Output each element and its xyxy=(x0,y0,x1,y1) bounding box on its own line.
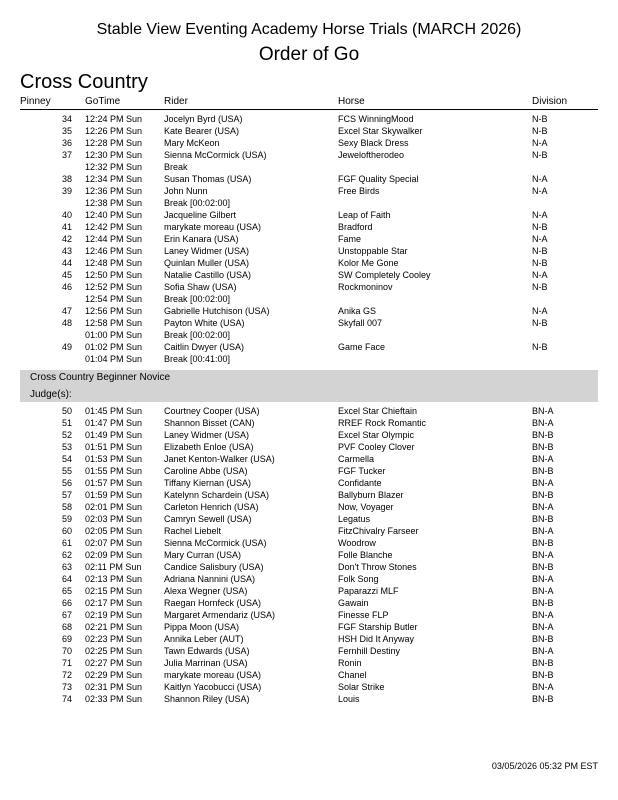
pinney-cell: 62 xyxy=(61,550,72,560)
gotime-cell: 02:17 PM Sun xyxy=(85,598,143,608)
gotime-cell: 02:29 PM Sun xyxy=(85,670,143,680)
horse-cell: RREF Rock Romantic xyxy=(338,418,427,428)
rider-cell: Gabrielle Hutchison (USA) xyxy=(164,306,270,316)
gotime-cell: 12:50 PM Sun xyxy=(85,270,143,280)
pinney-cell: 55 xyxy=(61,466,72,476)
gotime-cell: 01:45 PM Sun xyxy=(85,406,143,416)
pinney-cell: 36 xyxy=(61,138,72,148)
horse-cell: Sexy Black Dress xyxy=(338,138,409,148)
gotime-cell: 12:46 PM Sun xyxy=(85,246,143,256)
pinney-cell: 70 xyxy=(61,646,72,656)
table-row xyxy=(20,209,598,221)
horse-cell: Confidante xyxy=(338,478,382,488)
gotime-cell: 12:24 PM Sun xyxy=(85,114,143,124)
gotime-cell: 02:15 PM Sun xyxy=(85,586,143,596)
division-cell: BN-B xyxy=(532,466,554,476)
rider-cell: Sienna McCormick (USA) xyxy=(164,538,267,548)
column-header-horse: Horse xyxy=(338,96,365,107)
table-row xyxy=(20,341,598,353)
break-row xyxy=(20,329,598,341)
horse-cell: Gawain xyxy=(338,598,369,608)
rider-cell: Mary McKeon xyxy=(164,138,220,148)
pinney-cell: 35 xyxy=(61,126,72,136)
gotime-cell: 01:49 PM Sun xyxy=(85,430,143,440)
horse-cell: Game Face xyxy=(338,342,386,352)
division-cell: N-B xyxy=(532,126,548,136)
division-cell: N-A xyxy=(532,234,548,244)
gotime-cell: 01:53 PM Sun xyxy=(85,454,143,464)
division-cell: BN-B xyxy=(532,538,554,548)
section-heading: Cross Country xyxy=(20,71,148,93)
gotime-cell: 02:03 PM Sun xyxy=(85,514,143,524)
pinney-cell: 49 xyxy=(61,342,72,352)
division-cell: N-A xyxy=(532,186,548,196)
horse-cell: Folk Song xyxy=(338,574,379,584)
division-cell: N-A xyxy=(532,174,548,184)
page-subtitle: Order of Go xyxy=(258,44,360,65)
gotime-cell: 02:09 PM Sun xyxy=(85,550,143,560)
pinney-cell: 73 xyxy=(61,682,72,692)
pinney-cell: 67 xyxy=(61,610,72,620)
table-row xyxy=(20,621,598,633)
table-row xyxy=(20,501,598,513)
division-cell: BN-A xyxy=(532,502,554,512)
rider-cell: Candice Salisbury (USA) xyxy=(164,562,264,572)
table-row xyxy=(20,489,598,501)
horse-cell: Excel Star Skywalker xyxy=(338,126,423,136)
rider-cell: Susan Thomas (USA) xyxy=(164,174,252,184)
horse-cell: Excel Star Olympic xyxy=(338,430,415,440)
break-row xyxy=(20,197,598,209)
division-cell: BN-A xyxy=(532,406,554,416)
table-row xyxy=(20,441,598,453)
division-cell: N-B xyxy=(532,342,548,352)
gotime-cell: 01:47 PM Sun xyxy=(85,418,143,428)
table-row xyxy=(20,185,598,197)
horse-cell: Now, Voyager xyxy=(338,502,394,512)
pinney-cell: 50 xyxy=(61,406,72,416)
pinney-cell: 74 xyxy=(61,694,72,704)
table-row xyxy=(20,657,598,669)
gotime-cell: 12:52 PM Sun xyxy=(85,282,143,292)
horse-cell: Ballyburn Blazer xyxy=(338,490,404,500)
horse-cell: FGF Quality Special xyxy=(338,174,419,184)
table-row xyxy=(20,573,598,585)
rider-cell: Pippa Moon (USA) xyxy=(164,622,240,632)
horse-cell: PVF Cooley Clover xyxy=(338,442,415,452)
pinney-cell: 37 xyxy=(61,150,72,160)
horse-cell: Louis xyxy=(338,694,360,704)
horse-cell: SW Completely Cooley xyxy=(338,270,431,280)
pinney-cell: 43 xyxy=(61,246,72,256)
division-cell: BN-A xyxy=(532,610,554,620)
division-cell: BN-B xyxy=(532,658,554,668)
division-cell: N-B xyxy=(532,258,548,268)
table-row xyxy=(20,417,598,429)
rider-cell: Carleton Henrich (USA) xyxy=(164,502,259,512)
horse-cell: Chanel xyxy=(338,670,367,680)
gotime-cell: 12:26 PM Sun xyxy=(85,126,143,136)
division-cell: BN-A xyxy=(532,646,554,656)
division-cell: N-B xyxy=(532,114,548,124)
break-row xyxy=(20,161,598,173)
pinney-cell: 60 xyxy=(61,526,72,536)
pinney-cell: 61 xyxy=(61,538,72,548)
division-cell: BN-B xyxy=(532,490,554,500)
horse-cell: Anika GS xyxy=(338,306,377,316)
rider-cell: Tiffany Kiernan (USA) xyxy=(164,478,252,488)
division-cell: BN-A xyxy=(532,478,554,488)
gotime-cell: 02:25 PM Sun xyxy=(85,646,143,656)
division-cell: BN-A xyxy=(532,586,554,596)
gotime-cell: 02:05 PM Sun xyxy=(85,526,143,536)
gotime-cell: 02:13 PM Sun xyxy=(85,574,143,584)
horse-cell: Ronin xyxy=(338,658,362,668)
gotime-cell: 02:11 PM Sun xyxy=(85,562,142,572)
rider-cell: Elizabeth Enloe (USA) xyxy=(164,442,254,452)
table-row xyxy=(20,405,598,417)
horse-cell: Woodrow xyxy=(338,538,376,548)
horse-cell: Skyfall 007 xyxy=(338,318,383,328)
division-cell: BN-A xyxy=(532,454,554,464)
break-row xyxy=(20,353,598,365)
division-cell: N-B xyxy=(532,222,548,232)
table-row xyxy=(20,453,598,465)
table-row xyxy=(20,669,598,681)
gotime-cell: 12:58 PM Sun xyxy=(85,318,143,328)
table-row xyxy=(20,549,598,561)
table-row xyxy=(20,305,598,317)
rider-cell: Laney Widmer (USA) xyxy=(164,246,250,256)
column-header-rider: Rider xyxy=(164,96,188,107)
rider-cell: Courtney Cooper (USA) xyxy=(164,406,260,416)
gotime-cell: 12:42 PM Sun xyxy=(85,222,143,232)
table-row xyxy=(20,525,598,537)
pinney-cell: 41 xyxy=(61,222,72,232)
horse-cell: Unstoppable Star xyxy=(338,246,408,256)
division-cell: N-A xyxy=(532,270,548,280)
pinney-cell: 47 xyxy=(61,306,72,316)
division-cell: BN-B xyxy=(532,670,554,680)
division-cell: BN-A xyxy=(532,526,554,536)
gotime-cell: 02:07 PM Sun xyxy=(85,538,143,548)
rider-cell: Caitlin Dwyer (USA) xyxy=(164,342,245,352)
pinney-cell: 45 xyxy=(61,270,72,280)
horse-cell: Jeweloftherodeo xyxy=(338,150,405,160)
rider-cell: Break [00:41:00] xyxy=(164,354,231,364)
column-header-division: Division xyxy=(532,96,568,107)
table-row xyxy=(20,537,598,549)
rider-cell: Laney Widmer (USA) xyxy=(164,430,250,440)
table-row xyxy=(20,429,598,441)
table-row xyxy=(20,173,598,185)
pinney-cell: 63 xyxy=(61,562,72,572)
table-row xyxy=(20,125,598,137)
table-row xyxy=(20,257,598,269)
table-row xyxy=(20,149,598,161)
judge-label: Judge(s): xyxy=(30,389,72,400)
division-cell: BN-B xyxy=(532,634,554,644)
table-row xyxy=(20,513,598,525)
gotime-cell: 12:36 PM Sun xyxy=(85,186,143,196)
division-cell: BN-A xyxy=(532,682,554,692)
gotime-cell: 01:55 PM Sun xyxy=(85,466,143,476)
gotime-cell: 12:48 PM Sun xyxy=(85,258,143,268)
rider-cell: Tawn Edwards (USA) xyxy=(164,646,250,656)
pinney-cell: 39 xyxy=(61,186,72,196)
pinney-cell: 57 xyxy=(61,490,72,500)
pinney-cell: 52 xyxy=(61,430,72,440)
rider-cell: Annika Leber (AUT) xyxy=(164,634,244,644)
table-row xyxy=(20,693,598,705)
horse-cell: Carmella xyxy=(338,454,375,464)
gotime-cell: 01:51 PM Sun xyxy=(85,442,143,452)
rider-cell: Janet Kenton-Walker (USA) xyxy=(164,454,275,464)
rider-cell: Kate Bearer (USA) xyxy=(164,126,240,136)
rider-cell: Payton White (USA) xyxy=(164,318,245,328)
rider-cell: Julia Marrinan (USA) xyxy=(164,658,248,668)
rider-cell: Margaret Armendariz (USA) xyxy=(164,610,276,620)
rider-cell: Jacqueline Gilbert xyxy=(164,210,237,220)
rider-cell: Natalie Castillo (USA) xyxy=(164,270,252,280)
gotime-cell: 01:57 PM Sun xyxy=(85,478,143,488)
horse-cell: Paparazzi MLF xyxy=(338,586,399,596)
table-row xyxy=(20,233,598,245)
gotime-cell: 12:30 PM Sun xyxy=(85,150,143,160)
group-title: Cross Country Beginner Novice xyxy=(30,372,171,383)
gotime-cell: 01:02 PM Sun xyxy=(85,342,143,352)
break-row xyxy=(20,293,598,305)
division-cell: BN-B xyxy=(532,514,554,524)
pinney-cell: 65 xyxy=(61,586,72,596)
rider-cell: Alexa Wegner (USA) xyxy=(164,586,248,596)
pinney-cell: 68 xyxy=(61,622,72,632)
horse-cell: FGF Tucker xyxy=(338,466,386,476)
horse-cell: FCS WinningMood xyxy=(338,114,414,124)
table-row xyxy=(20,221,598,233)
division-cell: BN-B xyxy=(532,598,554,608)
rider-cell: Break xyxy=(164,162,188,172)
gotime-cell: 02:23 PM Sun xyxy=(85,634,143,644)
division-cell: N-B xyxy=(532,246,548,256)
table-row xyxy=(20,245,598,257)
horse-cell: Rockmoninov xyxy=(338,282,393,292)
division-cell: BN-B xyxy=(532,562,554,572)
pinney-cell: 59 xyxy=(61,514,72,524)
pinney-cell: 69 xyxy=(61,634,72,644)
table-row xyxy=(20,113,598,125)
horse-cell: Kolor Me Gone xyxy=(338,258,399,268)
column-header-pinney: Pinney xyxy=(20,96,51,107)
pinney-cell: 51 xyxy=(61,418,72,428)
table-row xyxy=(20,633,598,645)
rider-cell: Sofia Shaw (USA) xyxy=(164,282,237,292)
gotime-cell: 01:04 PM Sun xyxy=(85,354,143,364)
table-row xyxy=(20,609,598,621)
gotime-cell: 12:56 PM Sun xyxy=(85,306,143,316)
division-cell: N-B xyxy=(532,282,548,292)
print-timestamp: 03/05/2026 05:32 PM EST xyxy=(491,761,598,771)
pinney-cell: 46 xyxy=(61,282,72,292)
pinney-cell: 64 xyxy=(61,574,72,584)
rider-cell: marykate moreau (USA) xyxy=(164,670,262,680)
horse-cell: Free Birds xyxy=(338,186,380,196)
table-row xyxy=(20,317,598,329)
pinney-cell: 71 xyxy=(61,658,72,668)
table-row xyxy=(20,281,598,293)
gotime-cell: 12:38 PM Sun xyxy=(85,198,143,208)
gotime-cell: 02:33 PM Sun xyxy=(85,694,143,704)
division-cell: BN-A xyxy=(532,550,554,560)
pinney-cell: 48 xyxy=(61,318,72,328)
horse-cell: Legatus xyxy=(338,514,371,524)
gotime-cell: 02:27 PM Sun xyxy=(85,658,143,668)
rider-cell: Jocelyn Byrd (USA) xyxy=(164,114,243,124)
gotime-cell: 12:40 PM Sun xyxy=(85,210,143,220)
gotime-cell: 12:54 PM Sun xyxy=(85,294,143,304)
division-cell: N-A xyxy=(532,138,548,148)
division-cell: N-B xyxy=(532,150,548,160)
pinney-cell: 72 xyxy=(61,670,72,680)
rider-cell: marykate moreau (USA) xyxy=(164,222,262,232)
rider-cell: Adriana Nannini (USA) xyxy=(164,574,256,584)
table-row xyxy=(20,645,598,657)
rider-cell: Break [00:02:00] xyxy=(164,294,231,304)
horse-cell: Don't Throw Stones xyxy=(338,562,417,572)
horse-cell: Excel Star Chieftain xyxy=(338,406,418,416)
division-cell: N-B xyxy=(532,318,548,328)
rider-cell: Quinlan Muller (USA) xyxy=(164,258,250,268)
rider-cell: Shannon Riley (USA) xyxy=(164,694,250,704)
rider-cell: Erin Kanara (USA) xyxy=(164,234,239,244)
rider-cell: Rachel Liebelt xyxy=(164,526,222,536)
horse-cell: FGF Starship Butler xyxy=(338,622,418,632)
order-table-novice xyxy=(20,113,598,365)
table-row xyxy=(20,585,598,597)
division-cell: BN-B xyxy=(532,442,554,452)
rider-cell: Mary Curran (USA) xyxy=(164,550,242,560)
horse-cell: Leap of Faith xyxy=(338,210,391,220)
rider-cell: Caroline Abbe (USA) xyxy=(164,466,248,476)
table-row xyxy=(20,597,598,609)
pinney-cell: 40 xyxy=(61,210,72,220)
pinney-cell: 38 xyxy=(61,174,72,184)
division-cell: N-A xyxy=(532,210,548,220)
rider-cell: Shannon Bisset (CAN) xyxy=(164,418,255,428)
horse-cell: Fernhill Destiny xyxy=(338,646,401,656)
division-cell: BN-A xyxy=(532,418,554,428)
horse-cell: FitzChivalry Farseer xyxy=(338,526,419,536)
rider-cell: Break [00:02:00] xyxy=(164,330,231,340)
table-row xyxy=(20,681,598,693)
table-row xyxy=(20,561,598,573)
division-cell: BN-A xyxy=(532,574,554,584)
gotime-cell: 01:59 PM Sun xyxy=(85,490,143,500)
horse-cell: Folle Blanche xyxy=(338,550,393,560)
horse-cell: Fame xyxy=(338,234,362,244)
table-row xyxy=(20,477,598,489)
table-row xyxy=(20,465,598,477)
column-header-row xyxy=(20,95,598,110)
pinney-cell: 34 xyxy=(61,114,72,124)
column-header-gotime: GoTime xyxy=(85,96,121,107)
gotime-cell: 12:32 PM Sun xyxy=(85,162,143,172)
gotime-cell: 02:19 PM Sun xyxy=(85,610,143,620)
horse-cell: HSH Did It Anyway xyxy=(338,634,415,644)
table-row xyxy=(20,137,598,149)
gotime-cell: 01:00 PM Sun xyxy=(85,330,143,340)
gotime-cell: 12:44 PM Sun xyxy=(85,234,143,244)
gotime-cell: 12:34 PM Sun xyxy=(85,174,143,184)
rider-cell: Camryn Sewell (USA) xyxy=(164,514,252,524)
gotime-cell: 02:01 PM Sun xyxy=(85,502,143,512)
horse-cell: Solar Strike xyxy=(338,682,385,692)
gotime-cell: 02:31 PM Sun xyxy=(85,682,143,692)
pinney-cell: 66 xyxy=(61,598,72,608)
pinney-cell: 42 xyxy=(61,234,72,244)
rider-cell: Kaitlyn Yacobucci (USA) xyxy=(164,682,262,692)
page-title: Stable View Eventing Academy Horse Trials (MARCH 2026) xyxy=(96,21,522,38)
division-cell: N-A xyxy=(532,306,548,316)
horse-cell: Finesse FLP xyxy=(338,610,389,620)
horse-cell: Bradford xyxy=(338,222,373,232)
table-row xyxy=(20,269,598,281)
rider-cell: Break [00:02:00] xyxy=(164,198,231,208)
rider-cell: Sienna McCormick (USA) xyxy=(164,150,267,160)
division-cell: BN-A xyxy=(532,622,554,632)
pinney-cell: 53 xyxy=(61,442,72,452)
pinney-cell: 56 xyxy=(61,478,72,488)
group-band xyxy=(20,370,598,402)
pinney-cell: 54 xyxy=(61,454,72,464)
rider-cell: Raegan Hornfeck (USA) xyxy=(164,598,262,608)
division-cell: BN-B xyxy=(532,430,554,440)
gotime-cell: 02:21 PM Sun xyxy=(85,622,143,632)
pinney-cell: 44 xyxy=(61,258,72,268)
rider-cell: Katelynn Schardein (USA) xyxy=(164,490,270,500)
rider-cell: John Nunn xyxy=(164,186,208,196)
order-table-beginner-novice xyxy=(20,405,598,705)
gotime-cell: 12:28 PM Sun xyxy=(85,138,143,148)
division-cell: BN-B xyxy=(532,694,554,704)
pinney-cell: 58 xyxy=(61,502,72,512)
